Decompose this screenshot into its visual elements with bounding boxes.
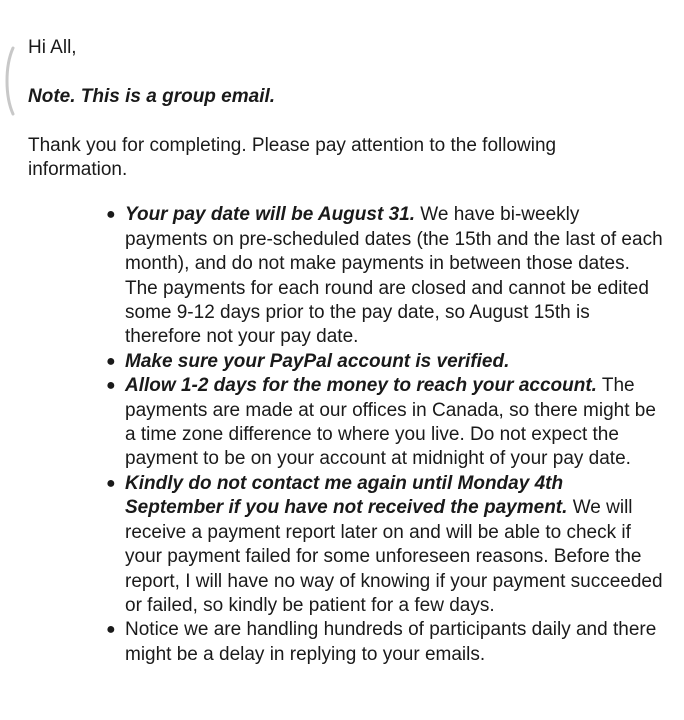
group-email-note: Note. This is a group email.: [28, 85, 276, 107]
list-item: [106, 203, 665, 349]
email-body: [28, 36, 668, 667]
list-item-bold: Your pay date will be August 31.: [125, 204, 415, 226]
list-item-bold: Kindly do not contact me again until Monday 4th September if you have not received the payment.: [125, 472, 568, 519]
greeting: Hi All,: [28, 37, 77, 58]
bullet-icon: ●: [106, 206, 116, 224]
bullet-icon: ●: [106, 621, 116, 639]
list-item-bold: Allow 1-2 days for the money to reach your account.: [125, 375, 597, 397]
info-list: [28, 203, 668, 667]
bullet-icon: ●: [106, 474, 116, 492]
list-item-text: We have bi-weekly payments on pre-scheduled dates (the 15th and the last of each month), and do not make payments in between those dates. The payments for each round are closed and cannot be edited some 9-12 days prior to the pay date, so August 15th is therefore not your pay date.: [125, 204, 663, 348]
list-item-bold: Make sure your PayPal account is verified.: [125, 350, 510, 372]
list-item-text: The payments are made at our offices in Canada, so there might be a time zone difference to where you live. Do not expect the payment to be on your account at midnight of your pay date.: [125, 375, 656, 470]
bullet-icon: ●: [106, 352, 116, 370]
intro-paragraph: Thank you for completing. Please pay attention to the following information.: [28, 134, 557, 180]
list-item: [106, 472, 665, 618]
list-item: [106, 350, 665, 374]
bullet-icon: ●: [106, 377, 116, 395]
list-item-text: Notice we are handling hundreds of participants daily and there might be a delay in replying to your emails.: [125, 619, 657, 665]
scroll-edge-indicator: [4, 46, 16, 116]
list-item: [106, 618, 665, 667]
list-item: [106, 374, 665, 472]
list-item-text: We will receive a payment report later on and will be able to check if your payment failed for some unforeseen reasons. Before the report, I will have no way of knowing if your payment succeeded or failed, so kindly be patient for a few days.: [125, 497, 663, 616]
